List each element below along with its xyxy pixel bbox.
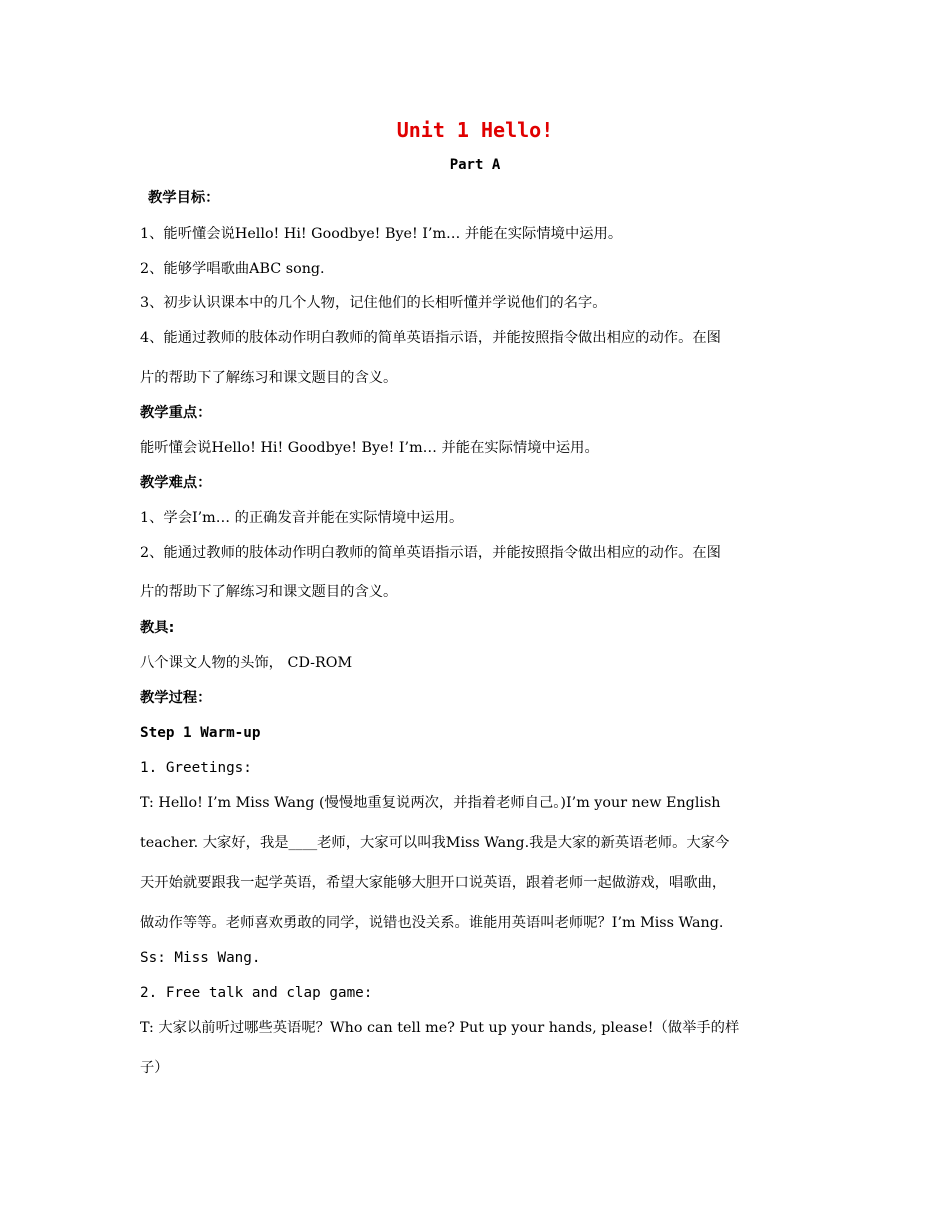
free-talk-line-1: T: 大家以前听过哪些英语呢？Who can tell me? Put up your hands, please!（做举手的样 [140, 1020, 740, 1036]
key-points-heading: 教学重点： [140, 405, 212, 421]
free-talk-heading: 2. Free talk and clap game: [140, 985, 373, 1001]
key-points-text: 能听懂会说Hello! Hi! Goodbye! Bye! I’m… 并能在实际情境中运用。 [140, 440, 599, 456]
materials-heading: 教具: [140, 620, 175, 636]
difficulties-heading: 教学难点： [140, 475, 212, 491]
document-title: Unit 1 Hello! [396, 118, 554, 142]
objective-2: 2、能够学唱歌曲ABC song. [140, 261, 325, 277]
document-subtitle: Part A [449, 157, 501, 173]
objective-3: 3、初步认识课本中的几个人物，记住他们的长相听懂并学说他们的名字。 [140, 295, 607, 311]
greetings-line-3: 天开始就要跟我一起学英语，希望大家能够大胆开口说英语，跟着老师一起做游戏，唱歌曲， [140, 875, 727, 891]
difficulty-1: 1、学会I’m… 的正确发音并能在实际情境中运用。 [140, 510, 464, 526]
greetings-heading: 1. Greetings: [140, 760, 252, 776]
materials-text: 八个课文人物的头饰， CD-ROM [140, 655, 353, 671]
greetings-line-5: Ss: Miss Wang. [140, 950, 261, 966]
difficulty-2-cont: 片的帮助下了解练习和课文题目的含义。 [140, 584, 398, 600]
step-1-heading: Step 1 Warm-up [140, 725, 261, 741]
greetings-line-4: 做动作等等。老师喜欢勇敢的同学，说错也没关系。谁能用英语叫老师呢？I’m Miss Wang. [140, 915, 724, 931]
greetings-line-1: T: Hello! I’m Miss Wang (慢慢地重复说两次，并指着老师自己。)I’m your new English [140, 795, 721, 811]
objective-4: 4、能通过教师的肢体动作明白教师的简单英语指示语，并能按照指令做出相应的动作。在图 [140, 330, 721, 346]
greetings-line-2: teacher. 大家好，我是____老师，大家可以叫我Miss Wang.我是大家的新英语老师。大家今 [140, 835, 730, 851]
process-heading: 教学过程： [140, 690, 212, 706]
difficulty-2: 2、能通过教师的肢体动作明白教师的简单英语指示语，并能按照指令做出相应的动作。在图 [140, 545, 721, 561]
free-talk-line-2: 子） [140, 1060, 169, 1076]
objectives-heading: 教学目标： [148, 190, 220, 206]
objective-4-cont: 片的帮助下了解练习和课文题目的含义。 [140, 370, 398, 386]
objective-1: 1、能听懂会说Hello! Hi! Goodbye! Bye! I’m… 并能在实际情境中运用。 [140, 226, 623, 242]
